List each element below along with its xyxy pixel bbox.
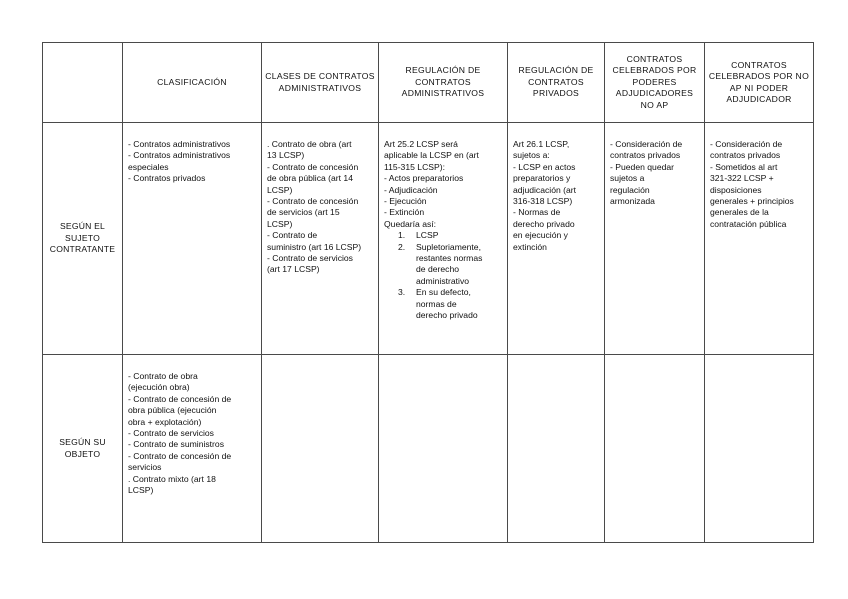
header-row: [43, 43, 814, 123]
text-line: sujetos a:: [513, 150, 550, 161]
text-line: contratación pública: [710, 218, 787, 229]
text-line: - Contrato de: [267, 230, 318, 241]
text-line: AP NI PODER: [729, 82, 789, 93]
contracts-table: [42, 42, 814, 543]
text-line: 316-318 LCSP): [513, 196, 573, 207]
text-line: - Contrato de obra: [128, 371, 198, 381]
header-corner-cell: [43, 43, 123, 123]
text-line: - Contratos privados: [128, 173, 206, 184]
header-clases: [262, 43, 379, 123]
text-line: Art 25.2 LCSP será: [384, 139, 458, 149]
regulacion-admin-list: [384, 230, 503, 321]
text-line: extinción: [513, 241, 547, 252]
text-line: PODERES: [632, 76, 677, 87]
list-item-text: normas de: [416, 298, 457, 309]
row-label-objeto: [43, 355, 123, 543]
text-line: derecho privado: [513, 218, 575, 229]
text-line: - Actos preparatorios: [384, 173, 464, 184]
text-line: generales + principios: [710, 196, 794, 207]
cell-sujeto-clases: [262, 123, 379, 355]
text-line: obra pública (ejecución: [128, 405, 217, 416]
text-line: - Contrato de concesión de: [128, 393, 232, 404]
text-line: ADJUDICADORES: [615, 88, 694, 99]
header-clasificacion-text: CLASIFICACIÓN: [157, 76, 227, 87]
cell-sujeto-regulacion-admin: [379, 123, 508, 355]
text-line: (art 17 LCSP): [267, 264, 320, 275]
row-label-sujeto: [43, 123, 123, 355]
text-line: regulación: [610, 184, 650, 195]
text-line: NO AP: [640, 99, 669, 110]
text-line: REGULACIÓN DE: [405, 65, 481, 76]
text-line: CONTRATOS: [415, 76, 471, 87]
text-line: de servicios (art 15: [267, 207, 340, 218]
list-item: [398, 242, 503, 288]
header-clasificacion: [123, 43, 262, 123]
text-line: especiales: [128, 161, 169, 172]
list-item-text: administrativo: [416, 275, 470, 286]
table-row-sujeto: [43, 123, 814, 355]
text-line: de obra pública (art 14: [267, 173, 353, 184]
cell-objeto-regulacion-admin: [379, 355, 508, 543]
text-line: CONTRATOS: [626, 53, 683, 64]
text-line: . Contrato de obra (art: [267, 139, 352, 149]
text-line: CELEBRADOS POR: [612, 65, 697, 76]
text-line: obra + explotación): [128, 416, 202, 427]
list-item-text: de derecho: [416, 264, 460, 275]
list-item-number: 3.: [398, 287, 406, 298]
text-line: - Sometidos al art: [710, 161, 778, 172]
text-line: en ejecución y: [513, 230, 568, 241]
cell-sujeto-no-poder: [705, 123, 814, 355]
text-line: (ejecución obra): [128, 382, 190, 393]
text-line: ADJUDICADOR: [726, 93, 792, 104]
text-line: suministro (art 16 LCSP): [267, 241, 362, 252]
cell-sujeto-regulacion-priv: [508, 123, 605, 355]
text-line: LCSP): [128, 485, 154, 496]
text-line: - Ejecución: [384, 196, 427, 207]
cell-sujeto-poderes: [605, 123, 705, 355]
text-line: - Contrato de concesión: [267, 196, 359, 207]
list-item-text: restantes normas: [416, 253, 483, 264]
header-regulacion-privados: [508, 43, 605, 123]
list-item-text: LCSP: [416, 230, 439, 241]
text-line: contratos privados: [710, 150, 781, 161]
text-line: - Contrato de concesión: [267, 161, 359, 172]
regulacion-admin-text: [384, 139, 503, 230]
header-regulacion-administrativos: [379, 43, 508, 123]
text-line: CONTRATOS: [731, 59, 787, 70]
text-line: - Extinción: [384, 207, 425, 218]
text-line: - Pueden quedar: [610, 161, 675, 172]
text-line: armonizada: [610, 196, 655, 207]
cell-objeto-clases: [262, 355, 379, 543]
text-line: CELEBRADOS POR NO: [708, 71, 810, 82]
text-line: CONTRATOS: [528, 76, 584, 87]
cell-objeto-clasificacion: [123, 355, 262, 543]
text-line: LCSP): [267, 218, 293, 229]
cell-objeto-regulacion-priv: [508, 355, 605, 543]
list-item-text: En su defecto,: [416, 287, 471, 298]
text-line: - Contrato de suministros: [128, 439, 224, 450]
text-line: adjudicación (art: [513, 184, 577, 195]
text-line: 321-322 LCSP +: [710, 173, 774, 184]
text-line: contratos privados: [610, 150, 681, 161]
text-line: SEGÚN EL: [59, 221, 106, 232]
text-line: - Contrato de concesión de: [128, 450, 232, 461]
text-line: SUJETO: [65, 232, 100, 243]
list-item-number: 1.: [398, 230, 406, 241]
text-line: 115-315 LCSP):: [384, 161, 445, 172]
list-item: [398, 230, 503, 241]
text-line: LCSP): [267, 184, 293, 195]
text-line: . Contrato mixto (art 18: [128, 473, 216, 484]
header-poderes-adjudicadores: [605, 43, 705, 123]
list-item-number: 2.: [398, 241, 406, 252]
text-line: ADMINISTRATIVOS: [401, 88, 485, 99]
text-line: - LCSP en actos: [513, 161, 576, 172]
text-line: CONTRATANTE: [49, 244, 116, 255]
text-line: - Contratos administrativos: [128, 150, 231, 161]
text-line: CLASES DE CONTRATOS: [265, 71, 375, 82]
text-line: - Contrato de servicios: [267, 253, 353, 264]
text-line: sujetos a: [610, 173, 645, 184]
text-line: preparatorios y: [513, 173, 571, 184]
text-line: - Contratos administrativos: [128, 139, 231, 149]
text-line: PRIVADOS: [532, 88, 580, 99]
list-item-text: Supletoriamente,: [416, 241, 481, 252]
list-item-text: derecho privado: [416, 310, 478, 321]
text-line: - Normas de: [513, 207, 561, 218]
text-line: SEGÚN SU: [59, 437, 106, 448]
list-item: [398, 287, 503, 321]
text-line: - Adjudicación: [384, 184, 438, 195]
text-line: 13 LCSP): [267, 150, 305, 161]
cell-objeto-poderes: [605, 355, 705, 543]
cell-sujeto-clasificacion: [123, 123, 262, 355]
table-row-objeto: [43, 355, 814, 543]
text-line: - Consideración de: [710, 139, 783, 149]
text-line: OBJETO: [64, 448, 101, 459]
header-no-poder-adjudicador: [705, 43, 814, 123]
text-line: ADMINISTRATIVOS: [278, 82, 362, 93]
text-line: aplicable la LCSP en (art: [384, 150, 479, 161]
text-line: - Consideración de: [610, 139, 683, 149]
text-line: Quedaría así:: [384, 218, 437, 229]
text-line: generales de la: [710, 207, 769, 218]
text-line: disposiciones: [710, 184, 762, 195]
text-line: servicios: [128, 462, 162, 473]
text-line: - Contrato de servicios: [128, 428, 214, 439]
text-line: REGULACIÓN DE: [518, 65, 594, 76]
cell-objeto-no-poder: [705, 355, 814, 543]
text-line: Art 26.1 LCSP,: [513, 139, 570, 149]
